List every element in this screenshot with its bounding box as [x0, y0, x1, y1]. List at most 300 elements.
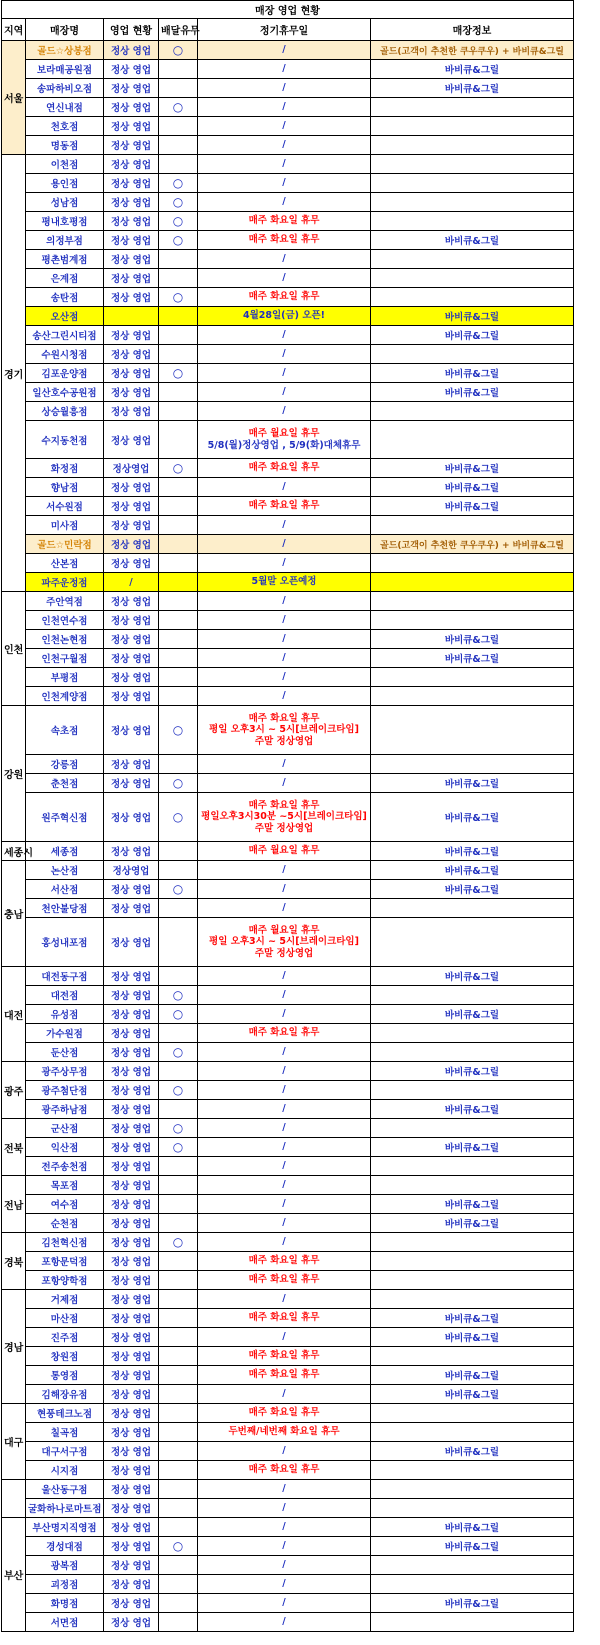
holiday-cell: / [198, 269, 371, 288]
store-name: 울산동구점 [26, 1480, 104, 1499]
status-cell: 정상 영업 [104, 793, 159, 842]
holiday-cell: 4월28일(금) 오픈! [198, 307, 371, 326]
store-name: 목포점 [26, 1176, 104, 1195]
holiday-cell: / [198, 1100, 371, 1119]
status-cell: 정상 영업 [104, 774, 159, 793]
status-cell: 정상 영업 [104, 1461, 159, 1480]
store-name: 평촌범계점 [26, 250, 104, 269]
store-name: 논산점 [26, 861, 104, 880]
status-cell: 정상 영업 [104, 1366, 159, 1385]
store-info [371, 1081, 574, 1100]
holiday-cell: / [198, 1005, 371, 1024]
delivery-mark [159, 269, 198, 288]
table-row [2, 307, 574, 326]
holiday-cell: / [198, 1518, 371, 1537]
table-row [2, 861, 574, 880]
store-info: 바비큐&그릴 [371, 1385, 574, 1404]
status-cell: 정상 영업 [104, 986, 159, 1005]
delivery-mark [159, 535, 198, 554]
store-name: 대구서구점 [26, 1442, 104, 1461]
store-name: 골드☆민락점 [26, 535, 104, 554]
store-name: 연신내점 [26, 98, 104, 117]
delivery-mark [159, 1024, 198, 1043]
store-name: 천안불당점 [26, 899, 104, 918]
delivery-mark: ○ [159, 231, 198, 250]
holiday-cell: 매주 화요일 휴무 [198, 459, 371, 478]
delivery-mark [159, 1271, 198, 1290]
delivery-mark: ○ [159, 706, 198, 755]
store-info: 바비큐&그릴 [371, 1366, 574, 1385]
store-info [371, 1157, 574, 1176]
status-cell: 정상 영업 [104, 1290, 159, 1309]
delivery-mark [159, 60, 198, 79]
table-row [2, 1347, 574, 1366]
delivery-mark [159, 79, 198, 98]
holiday-cell: / [198, 1556, 371, 1575]
store-name: 시지점 [26, 1461, 104, 1480]
holiday-cell: / [198, 1537, 371, 1556]
holiday-line: 매주 화요일 휴무 [248, 799, 320, 811]
delivery-mark: ○ [159, 1138, 198, 1157]
store-info: 바비큐&그릴 [371, 1195, 574, 1214]
store-info: 바비큐&그릴 [371, 1062, 574, 1081]
store-name: 서산점 [26, 880, 104, 899]
status-cell: 정상 영업 [104, 918, 159, 967]
table-row [2, 1613, 574, 1632]
status-cell: 정상 영업 [104, 1024, 159, 1043]
store-name: 강릉점 [26, 755, 104, 774]
store-info: 바비큐&그릴 [371, 861, 574, 880]
table-row [2, 986, 574, 1005]
store-name: 화명점 [26, 1594, 104, 1613]
table-row [2, 1537, 574, 1556]
table-row [2, 1195, 574, 1214]
delivery-mark: ○ [159, 212, 198, 231]
status-cell: 정상 영업 [104, 402, 159, 421]
region-cell: 인천 [2, 592, 26, 706]
status-cell: 정상 영업 [104, 687, 159, 706]
table-row [2, 231, 574, 250]
status-cell: 정상 영업 [104, 1404, 159, 1423]
store-name: 통영점 [26, 1366, 104, 1385]
delivery-mark [159, 383, 198, 402]
holiday-cell: / [198, 1195, 371, 1214]
store-info: 골드(고객이 추천한 쿠우쿠우) + 바비큐&그릴 [371, 41, 574, 60]
status-cell: 정상 영업 [104, 1138, 159, 1157]
status-cell: 정상영업 [104, 459, 159, 478]
store-info [371, 986, 574, 1005]
status-cell: 정상 영업 [104, 516, 159, 535]
status-cell [104, 307, 159, 326]
region-cell: 전남 [2, 1176, 26, 1233]
store-info [371, 1404, 574, 1423]
status-cell: 정상영업 [104, 861, 159, 880]
table-row [2, 136, 574, 155]
store-name: 오산점 [26, 307, 104, 326]
store-name: 인천논현점 [26, 630, 104, 649]
store-info [371, 1556, 574, 1575]
delivery-mark: ○ [159, 1043, 198, 1062]
status-cell: 정상 영업 [104, 1252, 159, 1271]
table-row [2, 1423, 574, 1442]
delivery-mark [159, 918, 198, 967]
delivery-mark: ○ [159, 1233, 198, 1252]
holiday-cell: / [198, 1233, 371, 1252]
store-name: 인천연수점 [26, 611, 104, 630]
table-row [2, 755, 574, 774]
store-name: 광주첨단점 [26, 1081, 104, 1100]
store-info [371, 402, 574, 421]
store-info [371, 516, 574, 535]
delivery-mark [159, 1594, 198, 1613]
store-name: 굴화하나로마트점 [26, 1499, 104, 1518]
delivery-mark [159, 1404, 198, 1423]
holiday-cell [198, 918, 371, 967]
store-info: 바비큐&그릴 [371, 307, 574, 326]
status-cell: 정상 영업 [104, 1442, 159, 1461]
store-name: 대전점 [26, 986, 104, 1005]
holiday-cell: 매주 화요일 휴무 [198, 212, 371, 231]
store-info: 바비큐&그릴 [371, 967, 574, 986]
delivery-mark [159, 497, 198, 516]
holiday-cell: / [198, 98, 371, 117]
status-cell: 정상 영업 [104, 630, 159, 649]
holiday-cell: / [198, 774, 371, 793]
delivery-mark [159, 630, 198, 649]
delivery-mark [159, 592, 198, 611]
store-name: 천호점 [26, 117, 104, 136]
store-info: 바비큐&그릴 [371, 880, 574, 899]
status-cell: 정상 영업 [104, 212, 159, 231]
holiday-line: 매주 월요일 휴무 [248, 924, 320, 936]
store-info [371, 155, 574, 174]
delivery-mark [159, 899, 198, 918]
status-cell: 정상 영업 [104, 1518, 159, 1537]
store-name: 서면점 [26, 1613, 104, 1632]
store-info: 바비큐&그릴 [371, 1214, 574, 1233]
delivery-mark [159, 842, 198, 861]
delivery-mark [159, 117, 198, 136]
store-info [371, 706, 574, 755]
delivery-mark [159, 326, 198, 345]
store-info [371, 1119, 574, 1138]
store-info: 바비큐&그릴 [371, 1594, 574, 1613]
holiday-cell: / [198, 478, 371, 497]
table-row [2, 649, 574, 668]
region-cell: 부산 [2, 1518, 26, 1632]
status-cell: 정상 영업 [104, 117, 159, 136]
store-name: 포항양학점 [26, 1271, 104, 1290]
region-cell: 대전 [2, 967, 26, 1062]
store-name: 송탄점 [26, 288, 104, 307]
store-info: 바비큐&그릴 [371, 60, 574, 79]
table-row [2, 1081, 574, 1100]
store-name: 향남점 [26, 478, 104, 497]
holiday-cell: / [198, 986, 371, 1005]
delivery-mark: ○ [159, 41, 198, 60]
header-status: 영업 현황 [104, 19, 159, 41]
region-cell: 서울 [2, 41, 26, 155]
holiday-cell: / [198, 755, 371, 774]
store-name: 김해장유점 [26, 1385, 104, 1404]
status-cell: 정상 영업 [104, 79, 159, 98]
table-row [2, 1271, 574, 1290]
holiday-line: 평일오후3시30분 ~5시[브레이크타임] [201, 811, 367, 823]
table-row [2, 60, 574, 79]
holiday-cell: / [198, 1442, 371, 1461]
table-row [2, 1100, 574, 1119]
delivery-mark [159, 1309, 198, 1328]
store-name: 인천계양점 [26, 687, 104, 706]
store-info [371, 1480, 574, 1499]
store-name: 수원시청점 [26, 345, 104, 364]
header-store-info: 매장정보 [371, 19, 574, 41]
table-row [2, 345, 574, 364]
table-row [2, 630, 574, 649]
delivery-mark [159, 967, 198, 986]
holiday-cell: / [198, 1290, 371, 1309]
store-info [371, 212, 574, 231]
store-name: 유성점 [26, 1005, 104, 1024]
store-info: 바비큐&그릴 [371, 1442, 574, 1461]
status-cell: 정상 영업 [104, 1537, 159, 1556]
delivery-mark [159, 1100, 198, 1119]
holiday-cell: 두번째/네번째 화요일 휴무 [198, 1423, 371, 1442]
status-cell: 정상 영업 [104, 421, 159, 459]
store-info [371, 1043, 574, 1062]
holiday-cell: / [198, 967, 371, 986]
table-row [2, 592, 574, 611]
holiday-line: 주말 정상영업 [254, 947, 314, 959]
table-row [2, 1062, 574, 1081]
store-info [371, 918, 574, 967]
region-cell: 충남 [2, 861, 26, 967]
store-name: 광주하남점 [26, 1100, 104, 1119]
delivery-mark [159, 250, 198, 269]
delivery-mark [159, 649, 198, 668]
delivery-mark [159, 1518, 198, 1537]
delivery-mark [159, 1328, 198, 1347]
store-info: 바비큐&그릴 [371, 630, 574, 649]
store-name: 창원점 [26, 1347, 104, 1366]
store-info: 바비큐&그릴 [371, 842, 574, 861]
holiday-cell: 매주 화요일 휴무 [198, 497, 371, 516]
holiday-cell: / [198, 611, 371, 630]
status-cell: 정상 영업 [104, 1100, 159, 1119]
table-row [2, 212, 574, 231]
status-cell: 정상 영업 [104, 231, 159, 250]
status-cell: 정상 영업 [104, 1613, 159, 1632]
delivery-mark [159, 1575, 198, 1594]
status-cell: 정상 영업 [104, 592, 159, 611]
region-cell: 세종시 [2, 842, 26, 861]
table-row [2, 497, 574, 516]
delivery-mark [159, 1195, 198, 1214]
table-row [2, 611, 574, 630]
status-cell: 정상 영업 [104, 1499, 159, 1518]
store-name: 괴정점 [26, 1575, 104, 1594]
table-row [2, 459, 574, 478]
table-row [2, 1404, 574, 1423]
store-info: 바비큐&그릴 [371, 231, 574, 250]
store-name: 진주점 [26, 1328, 104, 1347]
delivery-mark [159, 1461, 198, 1480]
store-name: 군산점 [26, 1119, 104, 1138]
delivery-mark [159, 573, 198, 592]
status-cell: 정상 영업 [104, 1233, 159, 1252]
table-row [2, 383, 574, 402]
region-cell: 경남 [2, 1290, 26, 1404]
store-name: 순천점 [26, 1214, 104, 1233]
delivery-mark: ○ [159, 1537, 198, 1556]
status-cell: 정상 영업 [104, 345, 159, 364]
delivery-mark [159, 1290, 198, 1309]
store-name: 화정점 [26, 459, 104, 478]
delivery-mark [159, 1556, 198, 1575]
store-name: 경성대점 [26, 1537, 104, 1556]
holiday-line: 매주 월요일 휴무 [248, 428, 320, 439]
table-row [2, 1005, 574, 1024]
table-row [2, 774, 574, 793]
store-info [371, 1347, 574, 1366]
store-name: 대전동구점 [26, 967, 104, 986]
table-row [2, 880, 574, 899]
status-cell: 정상 영업 [104, 1423, 159, 1442]
holiday-cell: 매주 화요일 휴무 [198, 1271, 371, 1290]
store-status-table [1, 0, 574, 1632]
status-cell: 정상 영업 [104, 706, 159, 755]
holiday-cell: / [198, 554, 371, 573]
holiday-cell: / [198, 592, 371, 611]
holiday-line: 주말 정상영업 [254, 822, 314, 834]
status-cell: 정상 영업 [104, 174, 159, 193]
table-row [2, 1252, 574, 1271]
holiday-cell: / [198, 364, 371, 383]
holiday-cell: / [198, 899, 371, 918]
status-cell: 정상 영업 [104, 136, 159, 155]
status-cell: 정상 영업 [104, 155, 159, 174]
delivery-mark [159, 1613, 198, 1632]
status-cell: 정상 영업 [104, 1271, 159, 1290]
region-cell: 경기 [2, 155, 26, 592]
store-info: 바비큐&그릴 [371, 459, 574, 478]
status-cell: 정상 영업 [104, 1043, 159, 1062]
status-cell: 정상 영업 [104, 1119, 159, 1138]
store-info [371, 1176, 574, 1195]
store-info [371, 345, 574, 364]
table-row [2, 421, 574, 459]
store-name: 여수점 [26, 1195, 104, 1214]
delivery-mark: ○ [159, 174, 198, 193]
delivery-mark [159, 307, 198, 326]
holiday-line: 평일 오후3시 ~ 5시[브레이크타임] [209, 724, 359, 736]
holiday-cell: / [198, 1138, 371, 1157]
status-cell: 정상 영업 [104, 1480, 159, 1499]
table-row [2, 1518, 574, 1537]
delivery-mark: ○ [159, 774, 198, 793]
table-row [2, 326, 574, 345]
store-info [371, 421, 574, 459]
delivery-mark: ○ [159, 364, 198, 383]
status-cell: 정상 영업 [104, 1556, 159, 1575]
status-cell: / [104, 573, 159, 592]
delivery-mark [159, 1252, 198, 1271]
delivery-mark [159, 1157, 198, 1176]
table-row [2, 98, 574, 117]
holiday-cell: 매주 화요일 휴무 [198, 1024, 371, 1043]
holiday-cell: / [198, 1062, 371, 1081]
holiday-cell: / [198, 1575, 371, 1594]
delivery-mark [159, 1385, 198, 1404]
table-row [2, 1290, 574, 1309]
status-cell: 정상 영업 [104, 1195, 159, 1214]
holiday-cell: / [198, 193, 371, 212]
store-name: 부평점 [26, 668, 104, 687]
table-row [2, 41, 574, 60]
table-row [2, 288, 574, 307]
table-row [2, 899, 574, 918]
delivery-mark: ○ [159, 193, 198, 212]
delivery-mark [159, 1499, 198, 1518]
table-row [2, 793, 574, 842]
holiday-cell: / [198, 630, 371, 649]
region-cell: 강원 [2, 706, 26, 842]
table-row [2, 1157, 574, 1176]
store-name: 속초점 [26, 706, 104, 755]
store-name: 일산호수공원점 [26, 383, 104, 402]
store-info: 바비큐&그릴 [371, 364, 574, 383]
store-info [371, 1290, 574, 1309]
sheet-title: 매장 영업 현황 [2, 1, 574, 19]
store-name: 평내호평점 [26, 212, 104, 231]
delivery-mark [159, 1442, 198, 1461]
delivery-mark [159, 402, 198, 421]
table-row [2, 967, 574, 986]
table-row [2, 668, 574, 687]
holiday-cell: / [198, 1613, 371, 1632]
table-row [2, 1138, 574, 1157]
delivery-mark: ○ [159, 288, 198, 307]
table-row [2, 1461, 574, 1480]
table-row [2, 1575, 574, 1594]
delivery-mark [159, 516, 198, 535]
delivery-mark [159, 1176, 198, 1195]
holiday-cell: / [198, 668, 371, 687]
holiday-cell: / [198, 326, 371, 345]
table-row [2, 1442, 574, 1461]
holiday-cell: / [198, 1594, 371, 1613]
status-cell: 정상 영업 [104, 554, 159, 573]
store-name: 골드☆상봉점 [26, 41, 104, 60]
store-name: 전주송천점 [26, 1157, 104, 1176]
holiday-cell: 매주 화요일 휴무 [198, 288, 371, 307]
delivery-mark: ○ [159, 986, 198, 1005]
store-info: 바비큐&그릴 [371, 1537, 574, 1556]
table-row [2, 554, 574, 573]
store-info [371, 1575, 574, 1594]
store-info [371, 755, 574, 774]
store-name: 가수원점 [26, 1024, 104, 1043]
delivery-mark: ○ [159, 793, 198, 842]
status-cell: 정상 영업 [104, 1347, 159, 1366]
delivery-mark [159, 345, 198, 364]
holiday-cell [198, 793, 371, 842]
store-name: 산본점 [26, 554, 104, 573]
store-status-sheet [1, 0, 573, 1632]
holiday-cell: / [198, 516, 371, 535]
header-holiday: 정기휴무일 [198, 19, 371, 41]
table-row [2, 1556, 574, 1575]
